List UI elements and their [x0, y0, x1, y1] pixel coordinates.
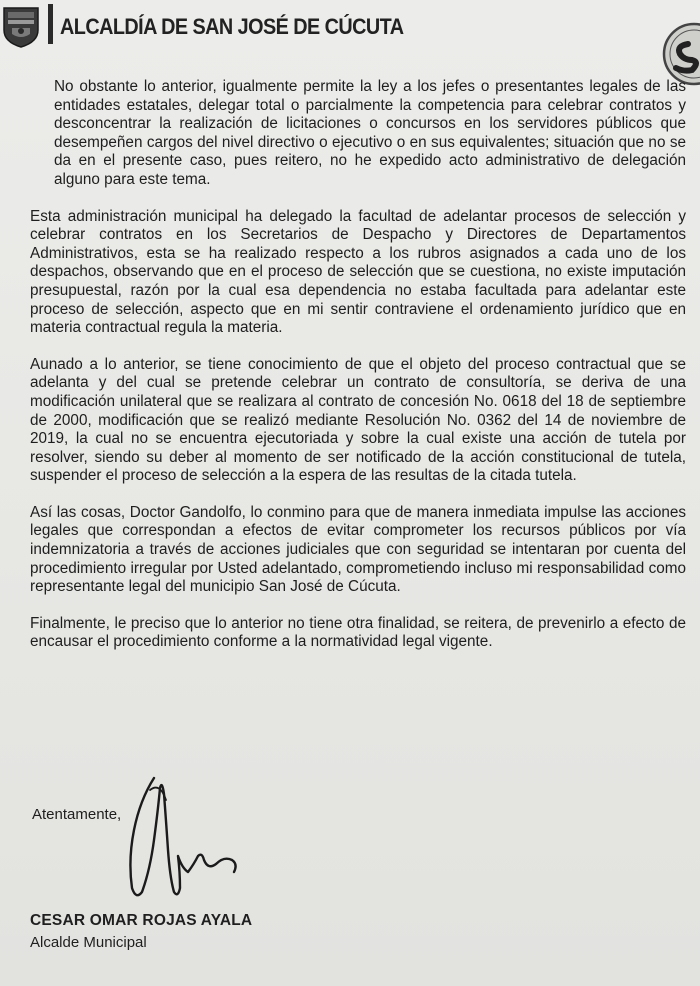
- signer-name: CESAR OMAR ROJAS AYALA: [30, 912, 253, 929]
- page-title: ALCALDÍA DE SAN JOSÉ DE CÚCUTA: [60, 14, 404, 39]
- header-divider: [48, 4, 53, 44]
- closing-salutation: Atentamente,: [32, 806, 122, 823]
- signer-title: Alcalde Municipal: [30, 934, 147, 951]
- paragraph: Aunado a lo anterior, se tiene conocimiento de que el objeto del proceso contractual que se adelanta y del cual se pretende celebrar un contrato de consultoría, se deriva de una modificación unilateral que se realizara al contrato de concesión No. 0618 del 18 de septiembre de 2000, modificación que se realizó mediante Resolución No. 0362 del 14 de noviembre de 2019, la cual no se encuentra ejecutoriada y sobre la cual existe una acción de tutela por resolver, siendo su deber al momento de ser notificado de la acción constitucional de tutela, suspender el proceso de selección a la espera de las resultas de la citada tutela.: [30, 355, 686, 485]
- letter-body: [30, 78, 686, 670]
- municipal-crest-icon: [0, 4, 42, 48]
- paragraph: Finalmente, le preciso que lo anterior no tiene otra finalidad, se reitera, de prevenirlo a efecto de encausar el procedimiento conforme a la normatividad legal vigente.: [30, 614, 686, 651]
- paragraph: Así las cosas, Doctor Gandolfo, lo conmino para que de manera inmediata impulse las acciones legales que correspondan a efectos de evitar comprometer los recursos públicos por vía indemnizatoria a través de acciones judiciales que con seguridad se intentaran por cuenta del procedimiento irregular por Usted adelantado, comprometiendo incluso mi responsabilidad como representante legal del municipio San José de Cúcuta.: [30, 503, 686, 596]
- letterhead: [0, 0, 700, 72]
- paragraph: No obstante lo anterior, igualmente permite la ley a los jefes o presentantes legales de las entidades estatales, delegar total o parcialmente la competencia para celebrar contratos y desconcentrar la realización de licitaciones o concursos en los servidores públicos que desempeñen cargos del nivel directivo o ejecutivo o en sus equivalentes; situación que no se da en el presente caso, pues reitero, no he expedido acto administrativo de delegación alguno para este tema.: [54, 78, 686, 188]
- paragraph: Esta administración municipal ha delegado la facultad de adelantar procesos de selección y celebrar contratos en los Secretarios de Despacho y Directores de Departamentos Administrativos, esta se ha realizado respecto a los rubros asignados a cada uno de los despachos, observando que en el proceso de selección que se cuestiona, no existe imputación presupuestal, razón por la cual esa dependencia no estaba facultada para adelantar este proceso de selección, aspecto que en mi sentir contraviene el ordenamiento jurídico que en materia contractual regula la materia.: [30, 207, 686, 337]
- handwritten-signature: [120, 760, 260, 910]
